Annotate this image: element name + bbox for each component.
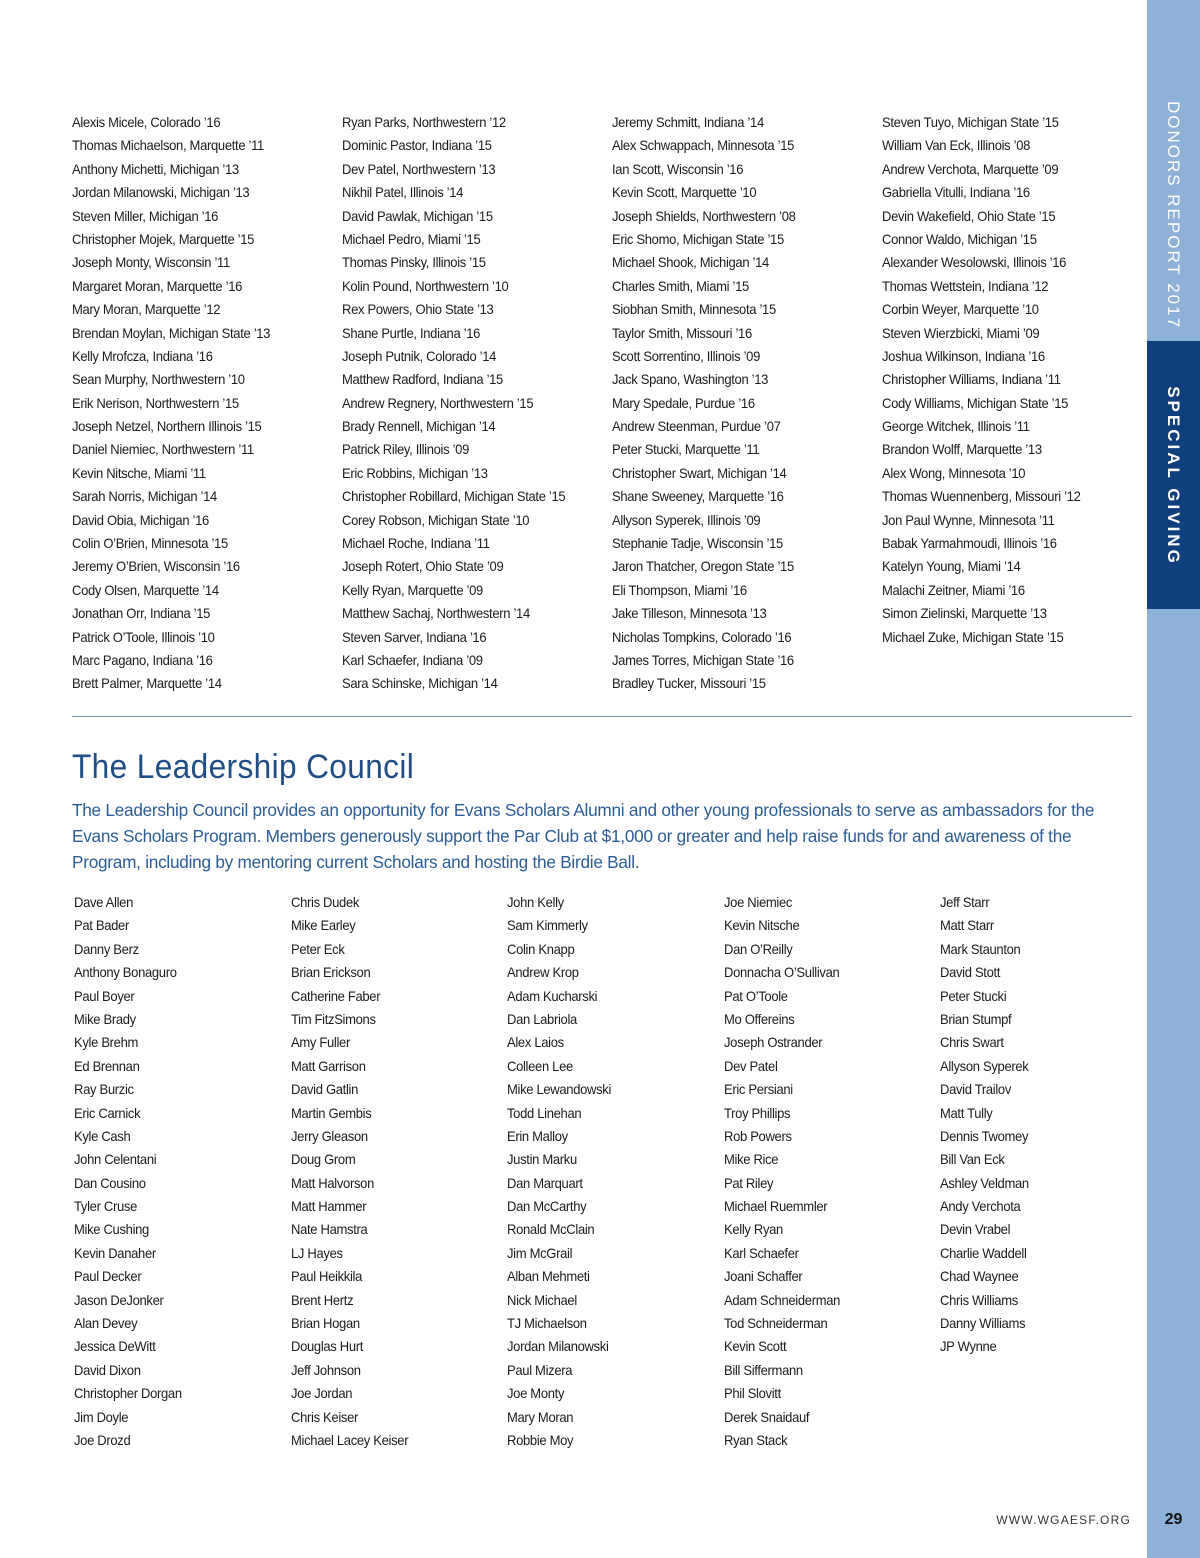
name-entry: Danny Williams: [940, 1315, 1026, 1332]
name-entry: Chris Swart: [940, 1034, 1004, 1051]
name-entry: Patrick Riley, Illinois ’09: [342, 441, 470, 458]
name-entry: Siobhan Smith, Minnesota ’15: [612, 301, 776, 318]
name-entry: Andrew Regnery, Northwestern ’15: [342, 394, 534, 411]
name-entry: Karl Schaefer, Indiana ’09: [342, 651, 483, 668]
name-entry: Pat O’Toole: [723, 987, 788, 1004]
name-entry: Kyle Cash: [74, 1127, 131, 1144]
name-entry: Jordan Milanowski, Michigan ’13: [72, 184, 250, 201]
name-entry: Chris Dudek: [290, 894, 359, 910]
name-entry: Ray Burzic: [74, 1081, 134, 1098]
name-entry: Jack Spano, Washington ’13: [612, 371, 769, 388]
name-entry: Nikhil Patel, Illinois ’14: [342, 184, 464, 201]
name-entry: Chris Williams: [940, 1291, 1018, 1308]
name-entry: David Pawlak, Michigan ’15: [342, 207, 493, 224]
donor-column-2: [342, 111, 607, 696]
name-entry: Kelly Ryan, Marquette ’09: [342, 581, 483, 598]
name-entry: Brett Palmer, Marquette ’14: [72, 675, 222, 692]
name-entry: Matthew Radford, Indiana ’15: [342, 371, 503, 388]
name-entry: Kevin Scott: [723, 1338, 786, 1355]
name-entry: Amy Fuller: [290, 1034, 350, 1051]
name-entry: Kevin Nitsche: [723, 917, 799, 934]
council-column-4: [724, 891, 934, 1452]
name-entry: Douglas Hurt: [290, 1338, 363, 1355]
council-column-5: [940, 891, 1150, 1359]
name-entry: Matt Garrison: [290, 1057, 366, 1074]
name-entry: Joseph Shields, Northwestern ’08: [612, 207, 796, 224]
name-entry: Dominic Pastor, Indiana ’15: [342, 137, 492, 154]
name-entry: Eric Carnick: [74, 1104, 141, 1121]
name-entry: Dan O’Reilly: [723, 940, 792, 957]
name-entry: LJ Hayes: [290, 1244, 343, 1261]
name-entry: Steven Miller, Michigan ’16: [72, 207, 219, 224]
name-entry: Brian Stumpf: [940, 1010, 1012, 1027]
name-entry: Doug Grom: [290, 1151, 355, 1168]
name-entry: Nate Hamstra: [290, 1221, 367, 1238]
name-entry: Cody Williams, Michigan State ’15: [882, 394, 1069, 411]
name-entry: John Kelly: [507, 894, 564, 910]
name-entry: David Gatlin: [290, 1081, 358, 1098]
name-entry: Margaret Moran, Marquette ’16: [72, 277, 243, 294]
name-entry: Simon Zielinski, Marquette ’13: [882, 605, 1047, 622]
name-entry: Joe Drozd: [74, 1431, 131, 1448]
name-entry: William Van Eck, Illinois ’08: [882, 137, 1031, 154]
name-entry: Catherine Faber: [290, 987, 380, 1004]
name-entry: Bill Van Eck: [940, 1151, 1005, 1168]
name-entry: Jason DeJonker: [74, 1291, 164, 1308]
name-entry: Joani Schaffer: [723, 1268, 802, 1285]
name-entry: Stephanie Tadje, Wisconsin ’15: [612, 535, 783, 552]
name-entry: Dan Labriola: [507, 1010, 577, 1027]
name-entry: Mike Rice: [723, 1151, 778, 1168]
name-entry: David Trailov: [940, 1081, 1012, 1098]
name-entry: Peter Stucki, Marquette ’11: [612, 441, 760, 458]
name-entry: Paul Mizera: [507, 1361, 573, 1378]
name-entry: Pat Riley: [723, 1174, 773, 1191]
name-entry: Eric Persiani: [723, 1081, 793, 1098]
name-entry: Ryan Stack: [723, 1431, 787, 1448]
name-entry: Joe Niemiec: [723, 894, 792, 910]
name-entry: Shane Sweeney, Marquette ’16: [612, 488, 784, 505]
name-entry: Joseph Monty, Wisconsin ’11: [72, 254, 230, 271]
name-entry: Derek Snaidauf: [723, 1408, 809, 1425]
name-entry: Andy Verchota: [940, 1198, 1021, 1215]
name-entry: Kyle Brehm: [74, 1034, 139, 1051]
name-entry: Kelly Mrofcza, Indiana ’16: [72, 347, 213, 364]
name-entry: Mo Offereins: [723, 1010, 794, 1027]
name-entry: Kelly Ryan: [723, 1221, 783, 1238]
name-entry: Joe Monty: [507, 1385, 565, 1402]
name-entry: Peter Stucki: [940, 987, 1007, 1004]
name-entry: Alex Laios: [507, 1034, 564, 1051]
name-entry: Daniel Niemiec, Northwestern ’11: [72, 441, 254, 458]
name-entry: Alban Mehmeti: [507, 1268, 590, 1285]
name-entry: JP Wynne: [940, 1338, 997, 1355]
name-entry: Paul Decker: [74, 1268, 142, 1285]
name-entry: Brady Rennell, Michigan ’14: [342, 418, 496, 435]
name-entry: Brandon Wolff, Marquette ’13: [882, 441, 1042, 458]
name-entry: Joshua Wilkinson, Indiana ’16: [882, 347, 1045, 364]
name-entry: Christopher Mojek, Marquette ’15: [72, 230, 255, 247]
name-entry: Jaron Thatcher, Oregon State ’15: [612, 558, 794, 575]
name-entry: Thomas Wuennenberg, Missouri ’12: [882, 488, 1081, 505]
name-entry: Nick Michael: [507, 1291, 577, 1308]
name-entry: Babak Yarmahmoudi, Illinois ’16: [882, 535, 1057, 552]
name-entry: Brian Erickson: [290, 964, 370, 981]
name-entry: Karl Schaefer: [723, 1244, 799, 1261]
name-entry: Sara Schinske, Michigan ’14: [342, 675, 498, 692]
name-entry: Joseph Putnik, Colorado ’14: [342, 347, 497, 364]
name-entry: Sarah Norris, Michigan ’14: [72, 488, 217, 505]
name-entry: Robbie Moy: [507, 1431, 574, 1448]
name-entry: Corey Robson, Michigan State ’10: [342, 511, 530, 528]
name-entry: Corbin Weyer, Marquette ’10: [882, 301, 1039, 318]
name-entry: Christopher Williams, Indiana ’11: [882, 371, 1061, 388]
name-entry: Eli Thompson, Miami ’16: [612, 581, 747, 598]
name-entry: Adam Kucharski: [507, 987, 598, 1004]
name-entry: Michael Lacey Keiser: [290, 1431, 408, 1448]
side-section-label: SPECIAL GIVING: [1164, 386, 1183, 566]
name-entry: Chad Waynee: [940, 1268, 1019, 1285]
name-entry: Andrew Verchota, Marquette ’09: [882, 160, 1059, 177]
name-entry: Jeff Starr: [940, 894, 990, 910]
name-entry: Jim McGrail: [507, 1244, 573, 1261]
name-entry: Matt Starr: [940, 917, 994, 934]
name-entry: Joseph Ostrander: [723, 1034, 822, 1051]
name-entry: Mary Spedale, Purdue ’16: [612, 394, 755, 411]
name-entry: TJ Michaelson: [507, 1315, 587, 1332]
name-entry: Michael Zuke, Michigan State ’15: [882, 628, 1064, 645]
side-report-label: DONORS REPORT 2017: [1164, 100, 1183, 330]
name-entry: Jessica DeWitt: [74, 1338, 156, 1355]
name-entry: Cody Olsen, Marquette ’14: [72, 581, 219, 598]
name-entry: Thomas Michaelson, Marquette ’11: [72, 137, 264, 154]
name-entry: John Celentani: [74, 1151, 157, 1168]
name-entry: Matt Tully: [940, 1104, 993, 1121]
name-entry: Alex Schwappach, Minnesota ’15: [612, 137, 795, 154]
name-entry: Charles Smith, Miami ’15: [612, 277, 749, 294]
page-number: 29: [1164, 1511, 1183, 1528]
name-entry: Alan Devey: [74, 1315, 138, 1332]
name-entry: Jeff Johnson: [290, 1361, 361, 1378]
footer-url[interactable]: WWW.WGAESF.ORG: [996, 1513, 1131, 1527]
name-entry: Joe Jordan: [290, 1385, 352, 1402]
section-description: The Leadership Council provides an opportunity for Evans Scholars Alumni and other young professionals to serve as ambassadors for the Evans Scholars Program. Members generously support the Par Club at $1,000 or greater and help raise funds for and awareness of the Program, including by mentoring current Scholars and hosting the Birdie Ball.: [72, 800, 1095, 872]
name-entry: Pat Bader: [74, 917, 129, 934]
name-entry: Dennis Twomey: [940, 1127, 1029, 1144]
name-entry: Allyson Syperek, Illinois ’09: [612, 511, 761, 528]
name-entry: Dan Marquart: [507, 1174, 583, 1191]
name-entry: Christopher Swart, Michigan ’14: [612, 464, 787, 481]
name-entry: Paul Heikkila: [290, 1268, 362, 1285]
name-entry: Christopher Robillard, Michigan State ’15: [342, 488, 566, 505]
name-entry: Mary Moran, Marquette ’12: [72, 301, 221, 318]
name-entry: Mary Moran: [507, 1408, 574, 1425]
name-entry: Scott Sorrentino, Illinois ’09: [612, 347, 761, 364]
name-entry: Steven Tuyo, Michigan State ’15: [882, 114, 1059, 130]
name-entry: Matt Hammer: [290, 1198, 366, 1215]
name-entry: Kolin Pound, Northwestern ’10: [342, 277, 509, 294]
name-entry: Bradley Tucker, Missouri ’15: [612, 675, 766, 692]
name-entry: Alexander Wesolowski, Illinois ’16: [882, 254, 1067, 271]
name-entry: Andrew Steenman, Purdue ’07: [612, 418, 781, 435]
name-entry: Colin Knapp: [507, 940, 575, 957]
name-entry: Anthony Bonaguro: [74, 964, 177, 981]
council-column-1: [74, 891, 284, 1452]
name-entry: Matt Halvorson: [290, 1174, 374, 1191]
name-entry: David Stott: [940, 964, 1001, 981]
name-entry: Troy Phillips: [723, 1104, 790, 1121]
name-entry: Tim FitzSimons: [290, 1010, 376, 1027]
name-entry: Dave Allen: [74, 894, 133, 910]
name-entry: Ashley Veldman: [940, 1174, 1029, 1191]
name-entry: Charlie Waddell: [940, 1244, 1027, 1261]
name-entry: Steven Wierzbicki, Miami ’09: [882, 324, 1040, 341]
name-entry: Mike Lewandowski: [507, 1081, 612, 1098]
name-entry: Dan Cousino: [74, 1174, 146, 1191]
name-entry: Patrick O’Toole, Illinois ’10: [72, 628, 215, 645]
name-entry: Kevin Danaher: [74, 1244, 156, 1261]
name-entry: Taylor Smith, Missouri ’16: [612, 324, 752, 341]
council-column-3: [507, 891, 717, 1452]
name-entry: Brent Hertz: [290, 1291, 353, 1308]
name-entry: Ian Scott, Wisconsin ’16: [612, 160, 744, 177]
name-entry: Connor Waldo, Michigan ’15: [882, 230, 1037, 247]
name-entry: Jon Paul Wynne, Minnesota ’11: [882, 511, 1055, 528]
name-entry: David Dixon: [74, 1361, 141, 1378]
name-entry: Jake Tilleson, Minnesota ’13: [612, 605, 767, 622]
name-entry: Eric Robbins, Michigan ’13: [342, 464, 488, 481]
name-entry: Jeremy O’Brien, Wisconsin ’16: [72, 558, 240, 575]
name-entry: Jerry Gleason: [290, 1127, 368, 1144]
name-entry: Thomas Wettstein, Indiana ’12: [882, 277, 1049, 294]
name-entry: Andrew Krop: [507, 964, 579, 981]
name-entry: Ed Brennan: [74, 1057, 140, 1074]
donor-column-3: [612, 111, 877, 696]
name-entry: Allyson Syperek: [940, 1057, 1029, 1074]
name-entry: Steven Sarver, Indiana ’16: [342, 628, 487, 645]
name-entry: Anthony Michetti, Michigan ’13: [72, 160, 239, 177]
name-entry: Rob Powers: [723, 1127, 792, 1144]
name-entry: George Witchek, Illinois ’11: [882, 418, 1030, 435]
name-entry: Joseph Rotert, Ohio State ’09: [342, 558, 504, 575]
name-entry: Michael Ruemmler: [723, 1198, 827, 1215]
name-entry: Kevin Scott, Marquette ’10: [612, 184, 757, 201]
name-entry: Bill Siffermann: [723, 1361, 803, 1378]
name-entry: Devin Vrabel: [940, 1221, 1011, 1238]
council-column-2: [291, 891, 501, 1452]
name-entry: Jordan Milanowski: [507, 1338, 609, 1355]
name-entry: Gabriella Vitulli, Indiana ’16: [882, 184, 1030, 201]
name-entry: Matthew Sachaj, Northwestern ’14: [342, 605, 530, 622]
name-entry: Mike Earley: [290, 917, 355, 934]
name-entry: David Obia, Michigan ’16: [72, 511, 209, 528]
name-entry: Ryan Parks, Northwestern ’12: [342, 114, 506, 130]
name-entry: Rex Powers, Ohio State ’13: [342, 301, 494, 318]
name-entry: Justin Marku: [507, 1151, 577, 1168]
name-entry: Tyler Cruse: [74, 1198, 137, 1215]
name-entry: Phil Slovitt: [723, 1385, 781, 1402]
name-entry: Alexis Micele, Colorado ’16: [72, 114, 221, 130]
name-entry: Michael Shook, Michigan ’14: [612, 254, 769, 271]
name-entry: Nicholas Tompkins, Colorado ’16: [612, 628, 792, 645]
section-title: The Leadership Council: [72, 748, 415, 786]
name-entry: Brendan Moylan, Michigan State ’13: [72, 324, 271, 341]
name-entry: Jeremy Schmitt, Indiana ’14: [612, 114, 764, 130]
name-entry: Sean Murphy, Northwestern ’10: [72, 371, 245, 388]
name-entry: Ronald McClain: [507, 1221, 595, 1238]
name-entry: Donnacha O’Sullivan: [723, 964, 839, 981]
name-entry: Eric Shomo, Michigan State ’15: [612, 230, 784, 247]
name-entry: Tod Schneiderman: [723, 1315, 827, 1332]
name-entry: Jonathan Orr, Indiana ’15: [72, 605, 211, 622]
name-entry: Christopher Dorgan: [74, 1385, 182, 1402]
name-entry: Alex Wong, Minnesota ’10: [882, 464, 1026, 481]
name-entry: Colin O’Brien, Minnesota ’15: [72, 535, 228, 552]
name-entry: Kevin Nitsche, Miami ’11: [72, 464, 206, 481]
name-entry: Paul Boyer: [74, 987, 135, 1004]
name-entry: James Torres, Michigan State ’16: [612, 651, 794, 668]
name-entry: Sam Kimmerly: [507, 917, 588, 934]
section-divider: [72, 716, 1132, 717]
name-entry: Adam Schneiderman: [723, 1291, 840, 1308]
name-entry: Erik Nerison, Northwestern ’15: [72, 394, 239, 411]
name-entry: Marc Pagano, Indiana ’16: [72, 651, 213, 668]
name-entry: Malachi Zeitner, Miami ’16: [882, 581, 1025, 598]
name-entry: Erin Malloy: [507, 1127, 568, 1144]
name-entry: Mike Cushing: [74, 1221, 149, 1238]
name-entry: Jim Doyle: [74, 1408, 129, 1425]
name-entry: Danny Berz: [74, 940, 139, 957]
name-entry: Katelyn Young, Miami ’14: [882, 558, 1021, 575]
name-entry: Thomas Pinsky, Illinois ’15: [342, 254, 486, 271]
name-entry: Chris Keiser: [290, 1408, 358, 1425]
name-entry: Mike Brady: [74, 1010, 136, 1027]
name-entry: Devin Wakefield, Ohio State ’15: [882, 207, 1056, 224]
name-entry: Mark Staunton: [940, 940, 1021, 957]
name-entry: Michael Roche, Indiana ’11: [342, 535, 490, 552]
name-entry: Brian Hogan: [290, 1315, 360, 1332]
name-entry: Dev Patel, Northwestern ’13: [342, 160, 496, 177]
name-entry: Dev Patel: [723, 1057, 778, 1074]
name-entry: Michael Pedro, Miami ’15: [342, 230, 481, 247]
donor-column-1: [72, 111, 337, 696]
donor-column-4: [882, 111, 1147, 649]
name-entry: Joseph Netzel, Northern Illinois ’15: [72, 418, 262, 435]
name-entry: Dan McCarthy: [507, 1198, 587, 1215]
name-entry: Todd Linehan: [507, 1104, 582, 1121]
name-entry: Shane Purtle, Indiana ’16: [342, 324, 481, 341]
name-entry: Peter Eck: [290, 940, 345, 957]
name-entry: Martin Gembis: [290, 1104, 371, 1121]
name-entry: Colleen Lee: [507, 1057, 573, 1074]
